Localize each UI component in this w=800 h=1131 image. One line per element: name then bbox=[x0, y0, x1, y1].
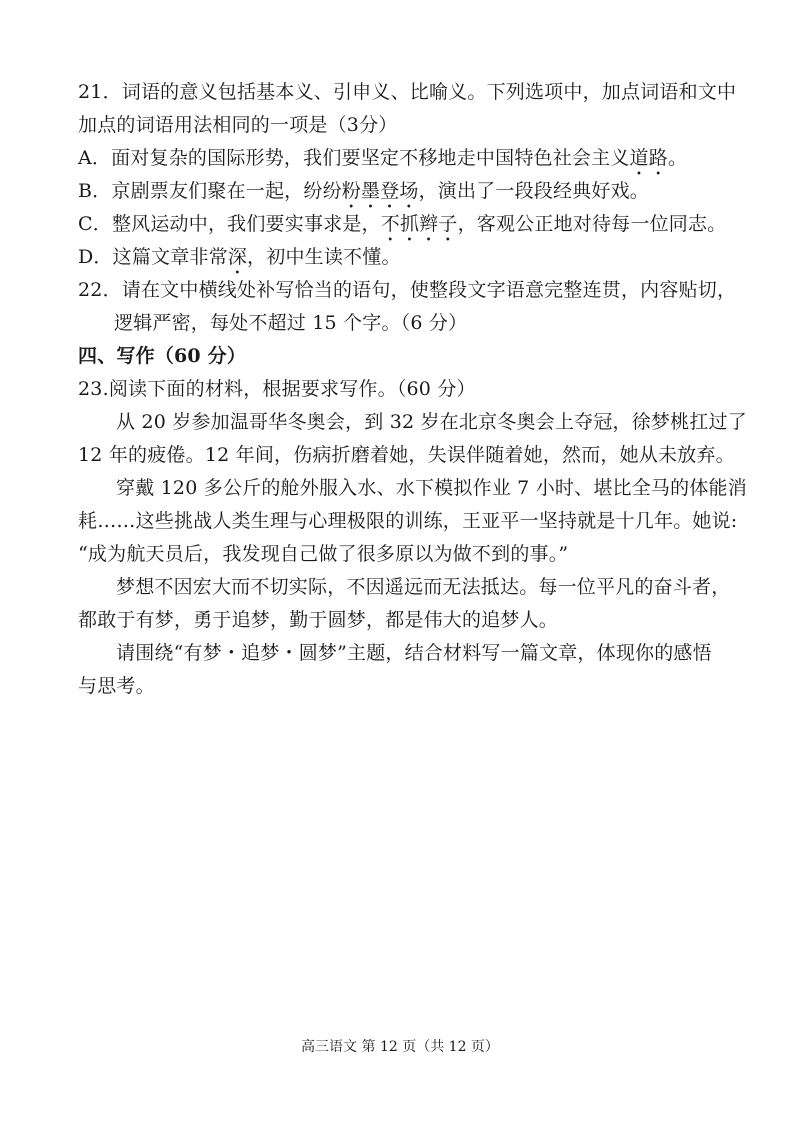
option-d-text: D．这篇文章非常 bbox=[78, 246, 228, 268]
material-p2-line2: 耗……这些挑战人类生理与心理极限的训练，王亚平一坚持就是十几年。她说: bbox=[78, 510, 738, 532]
option-c-dotted-word: 不抓辫子 bbox=[380, 213, 458, 235]
material-p3-line1: 梦想不因宏大而不切实际，不因遥远而无法抵达。每一位平凡的奋斗者， bbox=[116, 576, 731, 598]
material-p1-line1: 从 20 岁参加温哥华冬奥会，到 32 岁在北京冬奥会上夺冠，徐梦桃扛过了 bbox=[116, 411, 747, 433]
q21-option-a bbox=[78, 142, 728, 175]
material-p3-line2: 都敢于有梦，勇于追梦，勤于圆梦，都是伟大的追梦人。 bbox=[78, 609, 559, 631]
material-p2-line3: “成为航天员后，我发现自己做了很多原以为做不到的事。” bbox=[78, 543, 569, 565]
option-b-dotted-word: 粉墨登场 bbox=[341, 180, 419, 202]
material-p2-line1: 穿戴 120 多公斤的舱外服入水、水下模拟作业 7 小时、堪比全马的体能消 bbox=[116, 477, 747, 499]
section-writing-title: 四、写作（60 分） bbox=[78, 345, 247, 367]
material-p1-line2: 12 年的疲倦。12 年间，伤病折磨着她，失误伴随着她，然而，她从未放弃。 bbox=[78, 444, 735, 466]
q22-stem-line1: 22．请在文中横线处补写恰当的语句，使整段文字语意完整连贯，内容贴切， bbox=[78, 279, 737, 301]
option-b-text: B．京剧票友们聚在一起，纷纷 bbox=[78, 180, 342, 202]
q22-stem-line2: 逻辑严密，每处不超过 15 个字。（6 分） bbox=[114, 312, 468, 334]
writing-prompt-line1: 请围绕“有梦・追梦・圆梦”主题，结合材料写一篇文章，体现你的感悟 bbox=[116, 642, 712, 664]
option-a-text: A．面对复杂的国际形势，我们要坚定不移地走中国特色社会主义 bbox=[78, 147, 630, 169]
option-d-text-end: ，初中生读不懂。 bbox=[247, 246, 401, 268]
option-a-text-end: 。 bbox=[667, 147, 688, 169]
option-d-dotted-word: 深 bbox=[227, 246, 248, 268]
q23-intro: 23.阅读下面的材料，根据要求写作。（60 分） bbox=[78, 378, 476, 400]
option-c-text-end: ，客观公正地对待每一位同志。 bbox=[457, 213, 727, 235]
q21-stem-line1: 21．词语的意义包括基本义、引申义、比喻义。下列选项中，加点词语和文中 bbox=[78, 81, 737, 103]
q21-option-b bbox=[78, 175, 728, 208]
q21-option-c bbox=[78, 208, 728, 241]
option-a-dotted-word: 道路 bbox=[629, 147, 668, 169]
q21-option-d bbox=[78, 241, 728, 274]
q21-stem-line2: 加点的词语用法相同的一项是（3分） bbox=[78, 114, 398, 136]
option-c-text: C．整风运动中，我们要实事求是， bbox=[78, 213, 381, 235]
exam-page-content bbox=[78, 76, 747, 703]
page-footer: 高三语文 第 12 页（共 12 页） bbox=[301, 1039, 499, 1055]
writing-prompt-line2: 与思考。 bbox=[78, 675, 155, 697]
option-b-text-end: ，演出了一段段经典好戏。 bbox=[418, 180, 649, 202]
